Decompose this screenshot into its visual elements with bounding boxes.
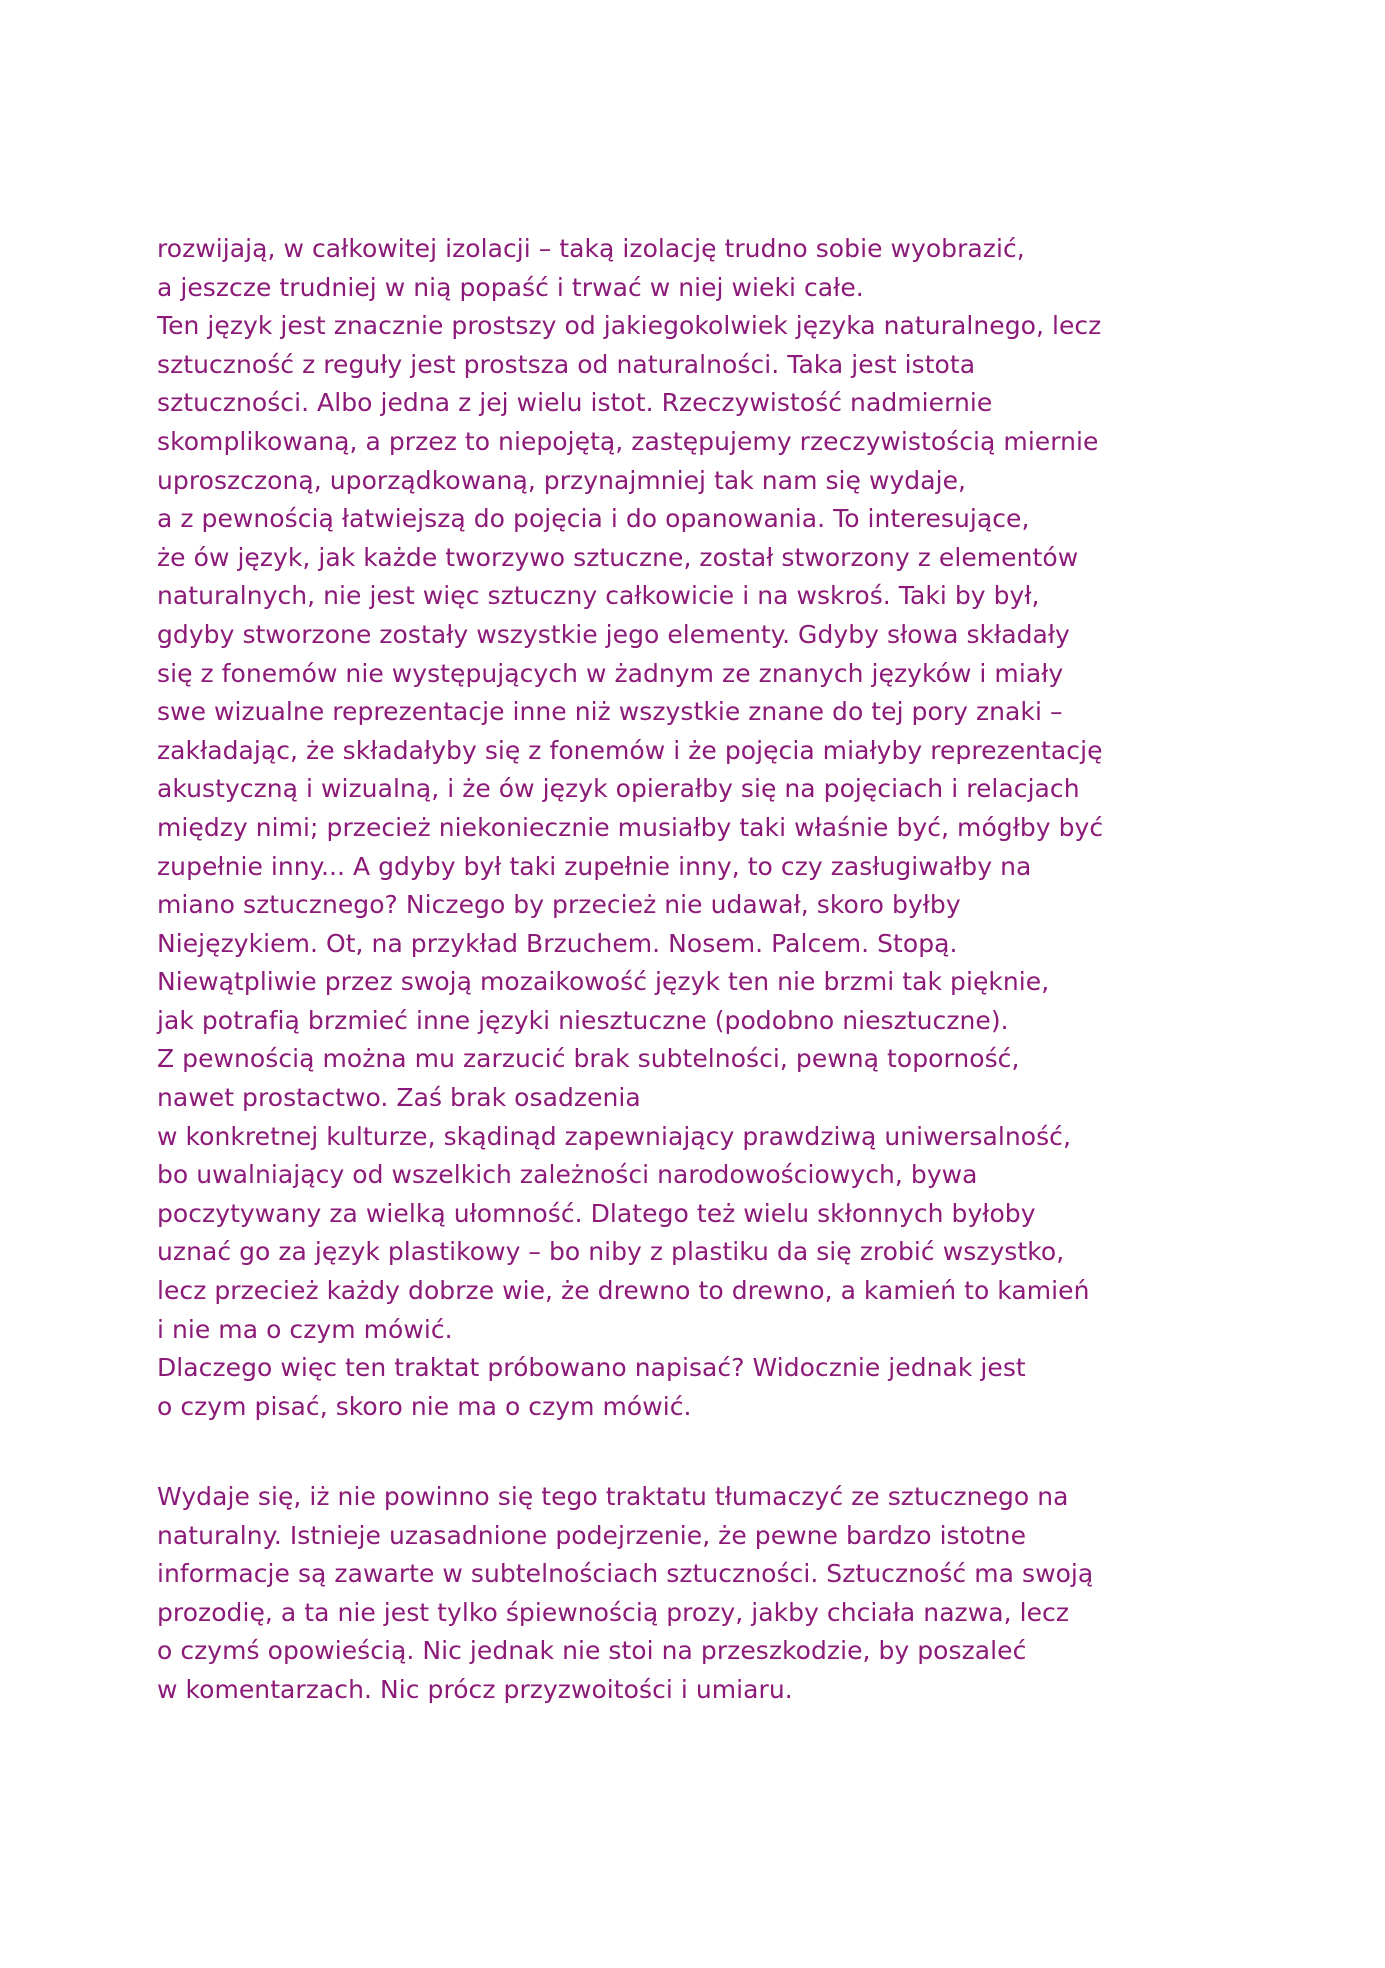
text-line: informacje są zawarte w subtelnościach sztuczności. Sztuczność ma swoją [157, 1559, 1094, 1589]
text-line: rozwijają, w całkowitej izolacji – taką izolację trudno sobie wyobrazić, [157, 234, 1025, 263]
text-line: Niewątpliwie przez swoją mozaikowość język ten nie brzmi tak pięknie, [157, 967, 1050, 997]
text-line: się z fonemów nie występujących w żadnym ze znanych języków i miały [157, 658, 1064, 688]
text-line: Dlaczego więc ten traktat próbowano napisać? Widocznie jednak jest [157, 1353, 1026, 1383]
text-line: a jeszcze trudniej w nią popaść i trwać w niej wieki całe. [157, 272, 864, 302]
text-line: naturalnych, nie jest więc sztuczny całkowicie i na wskroś. Taki by był, [157, 581, 1040, 611]
text-line: o czymś opowieścią. Nic jednak nie stoi na przeszkodzie, by poszaleć [157, 1636, 1027, 1666]
text-line: prozodię, a ta nie jest tylko śpiewnością prozy, jakby chciała nazwa, lecz [157, 1597, 1069, 1627]
text-line: w komentarzach. Nic prócz przyzwoitości i umiaru. [157, 1674, 793, 1704]
text-line: Ten język jest znacznie prostszy od jakiegokolwiek języka naturalnego, lecz [157, 311, 1102, 341]
text-line: a z pewnością łatwiejszą do pojęcia i do opanowania. To interesujące, [157, 504, 1030, 534]
text-line: skomplikowaną, a przez to niepojętą, zastępujemy rzeczywistością miernie [157, 426, 1099, 456]
text-line: nawet prostactwo. Zaś brak osadzenia [157, 1083, 641, 1113]
text-line: uznać go za język plastikowy – bo niby z plastiku da się zrobić wszystko, [157, 1237, 1065, 1267]
text-line: i nie ma o czym mówić. [157, 1314, 453, 1344]
text-line: Wydaje się, iż nie powinno się tego traktatu tłumaczyć ze sztucznego na [157, 1482, 1069, 1511]
text-line: Niejęzykiem. Ot, na przykład Brzuchem. Nosem. Palcem. Stopą. [157, 928, 958, 958]
text-line: zupełnie inny... A gdyby był taki zupełnie inny, to czy zasługiwałby na [157, 851, 1032, 881]
text-line: gdyby stworzone zostały wszystkie jego elementy. Gdyby słowa składały [157, 619, 1070, 649]
text-line: poczytywany za wielką ułomność. Dlatego też wielu skłonnych byłoby [157, 1198, 1036, 1228]
paragraph-2 [157, 1478, 1297, 1710]
text-line: między nimi; przecież niekoniecznie musiałby taki właśnie być, mógłby być [157, 812, 1104, 842]
text-line: sztuczności. Albo jedna z jej wielu istot. Rzeczywistość nadmiernie [157, 388, 993, 418]
paragraph-1 [157, 230, 1297, 1426]
text-line: o czym pisać, skoro nie ma o czym mówić. [157, 1391, 692, 1421]
text-line: Z pewnością można mu zarzucić brak subtelności, pewną toporność, [157, 1044, 1020, 1074]
text-line: że ów język, jak każde tworzywo sztuczne, został stworzony z elementów [157, 542, 1079, 572]
text-line: sztuczność z reguły jest prostsza od naturalności. Taka jest istota [157, 349, 976, 379]
text-line: miano sztucznego? Niczego by przecież nie udawał, skoro byłby [157, 890, 961, 920]
text-line: naturalny. Istnieje uzasadnione podejrzenie, że pewne bardzo istotne [157, 1520, 1027, 1550]
text-line: lecz przecież każdy dobrze wie, że drewno to drewno, a kamień to kamień [157, 1276, 1090, 1306]
text-line: bo uwalniający od wszelkich zależności narodowościowych, bywa [157, 1160, 978, 1190]
text-line: uproszczoną, uporządkowaną, przynajmniej tak nam się wydaje, [157, 465, 967, 495]
text-line: akustyczną i wizualną, i że ów język opierałby się na pojęciach i relacjach [157, 774, 1080, 804]
text-line: w konkretnej kulturze, skądinąd zapewniający prawdziwą uniwersalność, [157, 1121, 1071, 1151]
text-line: zakładając, że składałyby się z fonemów i że pojęcia miałyby reprezentację [157, 735, 1103, 765]
text-line: jak potrafią brzmieć inne języki niesztuczne (podobno niesztuczne). [157, 1005, 1009, 1035]
text-line: swe wizualne reprezentacje inne niż wszystkie znane do tej pory znaki – [157, 697, 1063, 727]
